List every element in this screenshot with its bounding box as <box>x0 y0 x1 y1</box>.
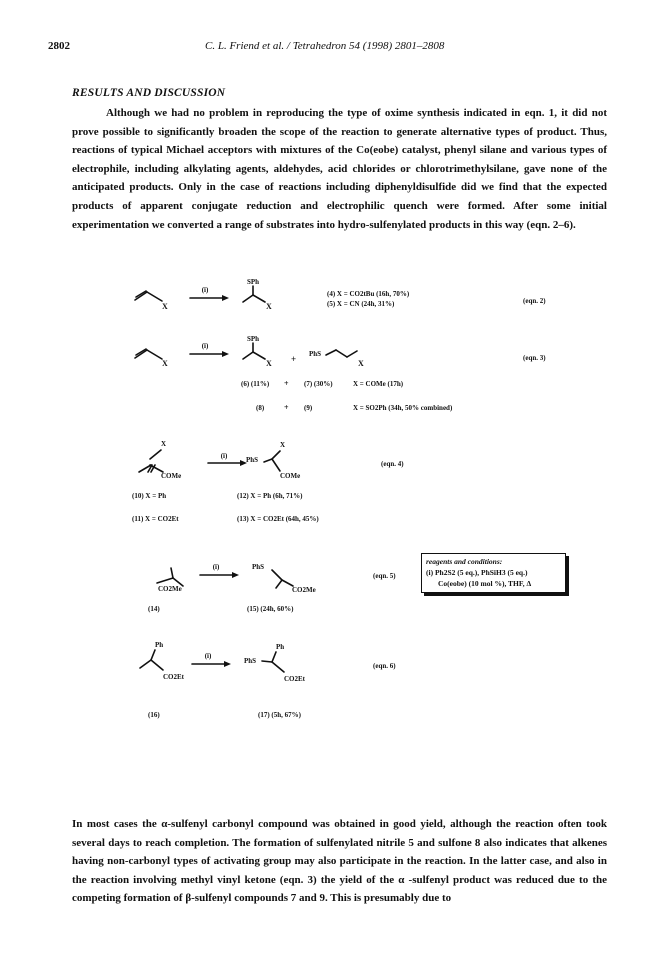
eqn5-product-co2me: CO2Me <box>292 586 316 594</box>
running-header-citation: C. L. Friend et al. / Tetrahedron 54 (1998) 2801–2808 <box>205 40 445 52</box>
eqn3-label: (eqn. 3) <box>523 354 546 362</box>
eqn3-compound-9: (9) <box>304 404 313 412</box>
eqn6-reagent-label: (i) <box>204 652 212 660</box>
eqn2-product-x: X <box>266 302 272 311</box>
eqn6-reactant-co2et: CO2Et <box>163 673 184 681</box>
eqn6-label: (eqn. 6) <box>373 662 396 670</box>
paragraph-discussion: In most cases the α-sulfenyl carbonyl compound was obtained in good yield, although the reaction often took several days to reach completion. The formation of sulfenylated nitrile 5 and sulfone 8 also indicates that alkenes having non-carbonyl types of activating group may also participate in the reaction. In the latter case, and also in the reaction involving methyl vinyl ketone (eqn. 3) the yield of the α -sulfenyl product was reduced due to the competing formation of β-sulfenyl compounds 7 and 9. This is presumably due to <box>72 818 607 905</box>
reagents-and-conditions-box <box>421 553 566 593</box>
eqn5-compound-14: (14) <box>148 605 160 613</box>
eqn2-reactant-x: X <box>162 302 168 311</box>
eqn3-beta-x: X <box>358 359 364 368</box>
eqn5-reagent-label: (i) <box>212 563 220 571</box>
eqn4-reagent-label: (i) <box>220 452 228 460</box>
eqn3-product-x: X <box>266 359 272 368</box>
paragraph-intro: Although we had no problem in reproducing the type of oxime synthesis indicated in eqn. 1, it did not prove possible to significantly broaden the scope of the reaction to generate alternative types of product. Thus, reactions of typical Michael acceptors with mixtures of the Co(eobe) catalyst, phenyl silane and various types of electrophile, including alkylating agents, aldehydes, acid chlorides or chlorotrimethylsilane, gave none of the anticipated products. Only in the case of reactions including diphenyldisulfide did we find that the expected products of apparent conjugate reduction and electrophilic quench were formed. After some initial experimentation we converted a range of substrates into hydro-sulfenylated products in this way (eqn. 2–6). <box>72 107 607 231</box>
eqn5-label: (eqn. 5) <box>373 572 396 580</box>
eqn6-compound-17: (17) (5h, 67%) <box>258 711 301 719</box>
page-number: 2802 <box>48 40 70 52</box>
eqn5-reactant-co2me: CO2Me <box>158 585 182 593</box>
eqn4-product-x: X <box>280 441 286 449</box>
eqn4-product-come: COMe <box>280 472 301 480</box>
eqn4-compound-10: (10) X = Ph <box>132 492 167 500</box>
conditions-line-2: Co(eobe) (10 mol %), THF, Δ <box>438 579 532 588</box>
eqn4-compound-12: (12) X = Ph (6h, 71%) <box>237 492 303 500</box>
eqn6-compound-16: (16) <box>148 711 160 719</box>
eqn3-reactant-x: X <box>162 359 168 368</box>
eqn3-reagent-label: (i) <box>201 342 209 350</box>
eqn6-product-ph: Ph <box>276 643 285 651</box>
eqn2-entry-4: (4) X = CO2tBu (16h, 70%) <box>327 290 410 298</box>
eqn5-compound-15: (15) (24h, 60%) <box>247 605 294 613</box>
eqn2-reagent-label: (i) <box>201 286 209 294</box>
eqn3-compound-8: (8) <box>256 404 265 412</box>
eqn4-reactant-x: X <box>161 440 167 448</box>
eqn6-product-phs: PhS <box>244 657 257 665</box>
section-heading: RESULTS AND DISCUSSION <box>72 87 226 99</box>
conditions-line-1: (i) Ph2S2 (5 eq.), PhSiH3 (5 eq.) <box>426 568 528 577</box>
conditions-title: reagents and conditions: <box>426 557 503 566</box>
eqn3-plus-row2: + <box>284 403 289 412</box>
eqn3-condition-come: X = COMe (17h) <box>353 380 404 388</box>
eqn6-product-co2et: CO2Et <box>284 675 305 683</box>
eqn3-product-sph: SPh <box>246 335 260 343</box>
eqn3-condition-so2ph: X = SO2Ph (34h, 50% combined) <box>353 404 453 412</box>
eqn2-product-sph: SPh <box>246 278 260 286</box>
eqn3-plus-row1: + <box>284 379 289 388</box>
eqn4-reactant-come: COMe <box>161 472 182 480</box>
eqn2-entry-5: (5) X = CN (24h, 31%) <box>327 300 395 308</box>
eqn5-product-phs: PhS <box>252 563 265 571</box>
eqn3-plus: + <box>291 354 297 364</box>
eqn2-label: (eqn. 2) <box>523 297 546 305</box>
eqn4-label: (eqn. 4) <box>381 460 404 468</box>
eqn4-product-phs: PhS <box>246 456 259 464</box>
eqn3-beta-phs: PhS <box>309 350 322 358</box>
eqn4-compound-13: (13) X = CO2Et (64h, 45%) <box>237 515 319 523</box>
eqn4-compound-11: (11) X = CO2Et <box>132 515 179 523</box>
eqn6-reactant-ph: Ph <box>155 641 164 649</box>
eqn3-compound-6: (6) (11%) <box>241 380 270 388</box>
eqn3-compound-7: (7) (30%) <box>304 380 333 388</box>
